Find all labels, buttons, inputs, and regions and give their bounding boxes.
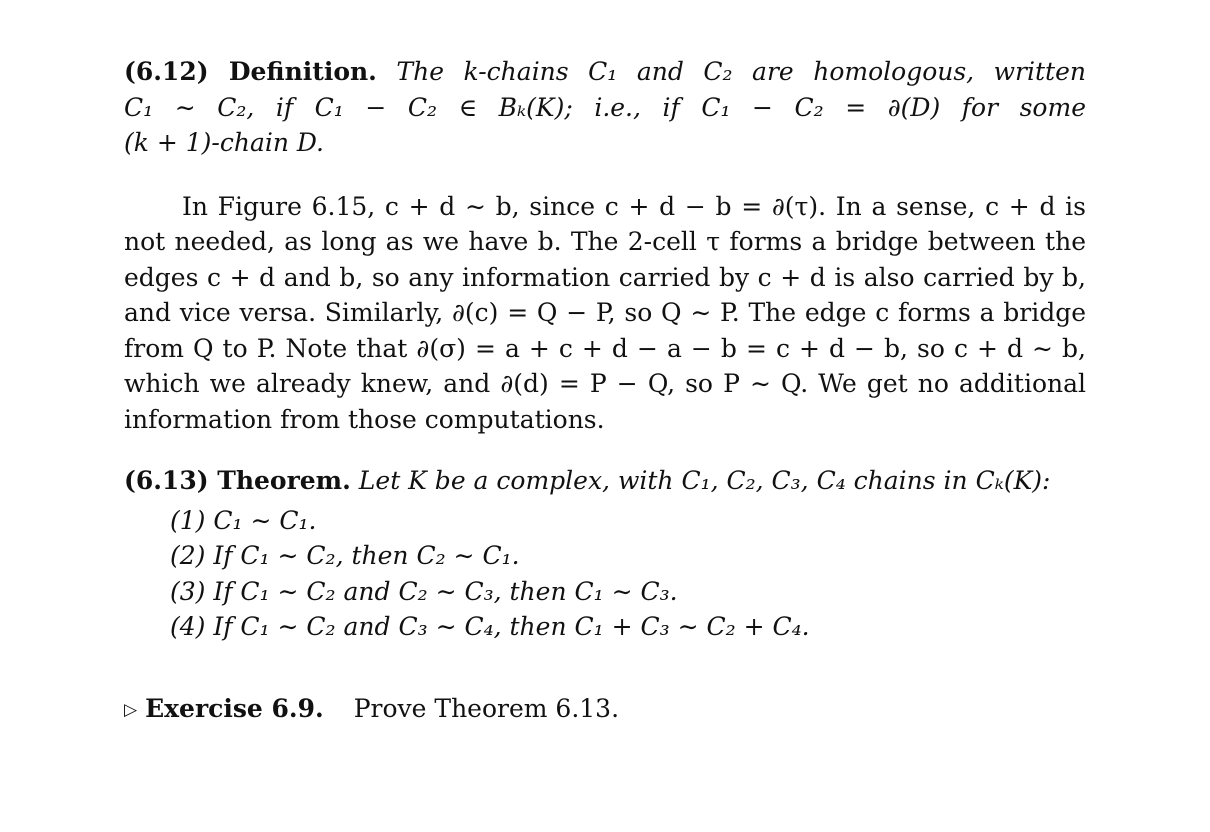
triangle-marker-icon: ▷ [124,699,138,720]
theorem-item-4: (4) If C₁ ∼ C₂ and C₃ ∼ C₄, then C₁ + C₃ ∼ C₂ + C₄. [170,612,810,641]
definition-label: (6.12) Definition. [124,57,377,86]
theorem-item-2: (2) If C₁ ∼ C₂, then C₂ ∼ C₁. [170,541,520,570]
definition-line-1 [124,54,1086,90]
exercise-block [124,691,1086,729]
theorem-statement: Let K be a complex, with C₁, C₂, C₃, C₄ chains in Cₖ(K): [358,466,1051,495]
definition-line-3: (k + 1)-chain D. [124,128,324,157]
definition-block [124,54,1086,161]
theorem-item-1: (1) C₁ ∼ C₁. [170,505,317,535]
exercise-text: Prove Theorem 6.13. [353,693,620,723]
theorem-item-3: (3) If C₁ ∼ C₂ and C₂ ∼ C₃, then C₁ ∼ C₃. [170,576,678,606]
definition-line-2: C₁ ∼ C₂, if C₁ − C₂ ∈ Bₖ(K); i.e., if C₁ − C₂ = ∂(D) for some [124,92,1086,122]
exercise-label: Exercise 6.9. [145,693,324,723]
page-content [124,54,1086,753]
body-paragraph: In Figure 6.15, c + d ∼ b, since c + d − b = ∂(τ). In a sense, c + d is not needed, as long as we have b. The 2-cell τ forms a bridge between the edges c + d and b, so any information carried by c + d is also carried by b, and vice versa. Similarly, ∂(c) = Q − P, so Q ∼ P. The edge c forms a bridge from Q to P. Note that ∂(σ) = a + c + d − a − b = c + d − b, so c + d ∼ b, which we already knew, and ∂(d) = P − Q, so P ∼ Q. We get no additional information from those computations. [124,191,1086,434]
theorem-block [124,463,1086,499]
theorem-label: (6.13) Theorem. [124,466,351,495]
definition-text-1: The k-chains C₁ and C₂ are homologous, written [396,57,1086,86]
theorem-items [170,503,1086,645]
